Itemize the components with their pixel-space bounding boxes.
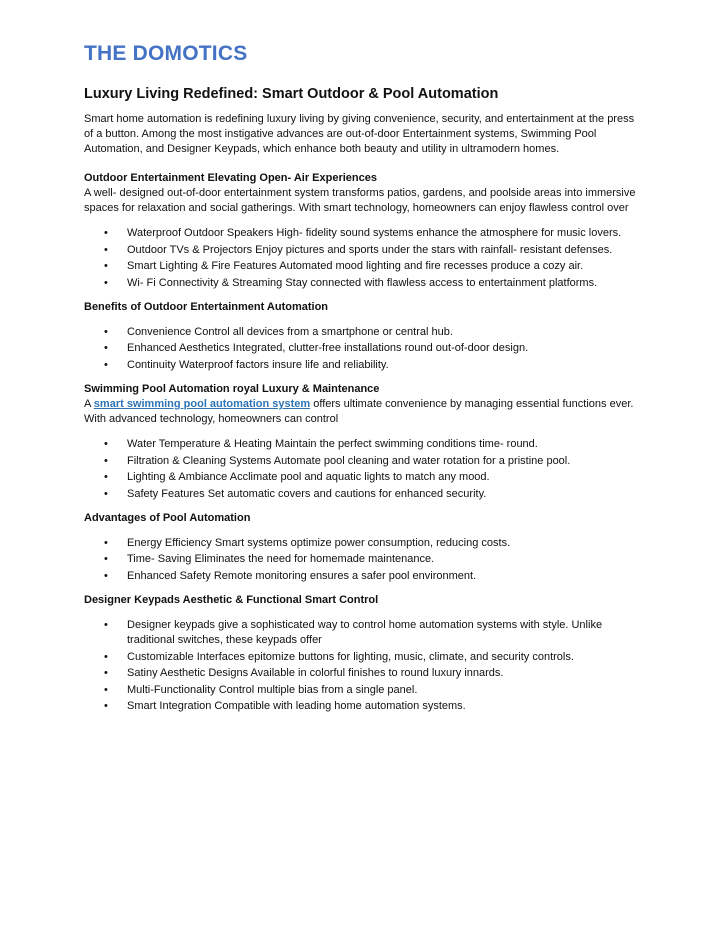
bullet-icon: • xyxy=(104,342,108,355)
list-item xyxy=(84,569,644,584)
list-item-text: Designer keypads give a sophisticated way to control home automation systems with style. Unlike traditional switches, these keypads offer xyxy=(127,618,603,646)
list-item xyxy=(84,259,644,274)
section-heading: Outdoor Entertainment Elevating Open- Air Experiences xyxy=(84,172,377,184)
bullet-icon: • xyxy=(104,325,108,338)
bullet-icon: • xyxy=(104,227,108,239)
bullet-icon: • xyxy=(104,667,108,680)
section-body: A well- designed out-of-door entertainment system transforms patios, gardens, and poolside areas into immersive spaces for relaxation and social gatherings. With smart technology, homeowners can enjoy flawless control over xyxy=(84,187,636,214)
section-heading: Benefits of Outdoor Entertainment Automation xyxy=(84,300,329,313)
list-item-text: Time- Saving Eliminates the need for homemade maintenance. xyxy=(127,553,435,566)
bullet-icon: • xyxy=(104,243,108,256)
body-prefix: A xyxy=(84,397,94,410)
list-item-text: Water Temperature & Heating Maintain the perfect swimming conditions time- round. xyxy=(127,437,538,450)
bullet-icon: • xyxy=(104,536,108,549)
list-item-text: Satiny Aesthetic Designs Available in colorful finishes to round luxury innards. xyxy=(127,667,504,680)
document-page xyxy=(84,40,644,723)
section-pool-advantages xyxy=(84,511,644,584)
list-item xyxy=(84,699,644,714)
section-outdoor-entertainment xyxy=(84,171,644,291)
bullet-icon: • xyxy=(104,260,108,273)
list-item-text: Energy Efficiency Smart systems optimize power consumption, reducing costs. xyxy=(127,536,511,549)
section-designer-keypads xyxy=(84,593,644,714)
list-item-text: Outdoor TVs & Projectors Enjoy pictures and sports under the stars with rainfall- resistant defenses. xyxy=(127,243,613,256)
list-item xyxy=(84,341,644,356)
section-heading: Swimming Pool Automation royal Luxury & Maintenance xyxy=(84,382,380,395)
list-item-text: Convenience Control all devices from a smartphone or central hub. xyxy=(127,325,453,338)
list-item-text: Wi- Fi Connectivity & Streaming Stay connected with flawless access to entertainment platforms. xyxy=(127,276,598,289)
bullet-icon: • xyxy=(104,569,108,582)
brand-title: THE DOMOTICS xyxy=(84,42,248,65)
list-item xyxy=(84,226,644,241)
bullet-icon: • xyxy=(104,683,108,696)
list-item-text: Lighting & Ambiance Acclimate pool and aquatic lights to match any mood. xyxy=(127,471,490,484)
bullet-icon: • xyxy=(104,487,108,500)
bullet-icon: • xyxy=(104,437,108,450)
list-item xyxy=(84,358,644,373)
list-item-text: Safety Features Set automatic covers and cautions for enhanced security. xyxy=(127,487,487,500)
pool-automation-link[interactable]: smart swimming pool automation system xyxy=(93,397,311,410)
bullet-list xyxy=(84,536,644,584)
document-title: Luxury Living Redefined: Smart Outdoor & Pool Automation xyxy=(84,86,499,102)
list-item xyxy=(84,487,644,502)
list-item xyxy=(84,552,644,567)
list-item-text: Customizable Interfaces epitomize buttons for lighting, music, climate, and security controls. xyxy=(127,650,574,663)
list-item-text: Filtration & Cleaning Systems Automate pool cleaning and water rotation for a pristine pool. xyxy=(127,454,571,467)
bullet-icon: • xyxy=(104,553,108,566)
list-item xyxy=(84,470,644,485)
list-item-text: Continuity Waterproof factors insure life and reliability. xyxy=(127,358,389,371)
list-item-text: Smart Lighting & Fire Features Automated mood lighting and fire recesses produce a cozy air. xyxy=(127,260,584,273)
list-item xyxy=(84,437,644,452)
section-heading: Designer Keypads Aesthetic & Functional Smart Control xyxy=(84,593,379,606)
list-item xyxy=(84,650,644,665)
bullet-icon: • xyxy=(104,276,108,289)
bullet-list xyxy=(84,226,644,291)
section-heading: Advantages of Pool Automation xyxy=(84,511,251,524)
list-item xyxy=(84,536,644,551)
bullet-icon: • xyxy=(104,471,108,484)
list-item-text: Enhanced Aesthetics Integrated, clutter-free installations round out-of-door design. xyxy=(127,342,529,355)
section-outdoor-benefits xyxy=(84,300,644,373)
intro-paragraph: Smart home automation is redefining luxury living by giving convenience, security, and entertainment at the press of a button. Among the most instigative advances are out-of-door Entertainment systems, Swimming Pool Automation, and Designer Keypads, which enhance both beauty and utility in ultramodern homes. xyxy=(84,113,635,155)
list-item xyxy=(84,618,644,648)
section-pool-automation xyxy=(84,382,644,502)
body-suffix: offers ultimate convenience by managing essential functions ever. With advanced technology, homeowners can control xyxy=(84,397,634,425)
list-item xyxy=(84,276,644,291)
section-body xyxy=(84,397,644,427)
list-item xyxy=(84,325,644,340)
list-item-text: Multi-Functionality Control multiple bias from a single panel. xyxy=(127,683,418,696)
bullet-list xyxy=(84,437,644,502)
bullet-list xyxy=(84,618,644,714)
bullet-icon: • xyxy=(104,454,108,467)
bullet-icon: • xyxy=(104,700,108,713)
list-item-text: Enhanced Safety Remote monitoring ensures a safer pool environment. xyxy=(127,569,477,582)
list-item xyxy=(84,666,644,681)
list-item-text: Smart Integration Compatible with leading home automation systems. xyxy=(127,700,466,713)
list-item xyxy=(84,243,644,258)
list-item-text: Waterproof Outdoor Speakers High- fidelity sound systems enhance the atmosphere for music lovers. xyxy=(127,227,622,239)
list-item xyxy=(84,454,644,469)
bullet-icon: • xyxy=(104,358,108,371)
bullet-list xyxy=(84,325,644,373)
bullet-icon: • xyxy=(104,618,108,631)
list-item xyxy=(84,683,644,698)
bullet-icon: • xyxy=(104,650,108,663)
